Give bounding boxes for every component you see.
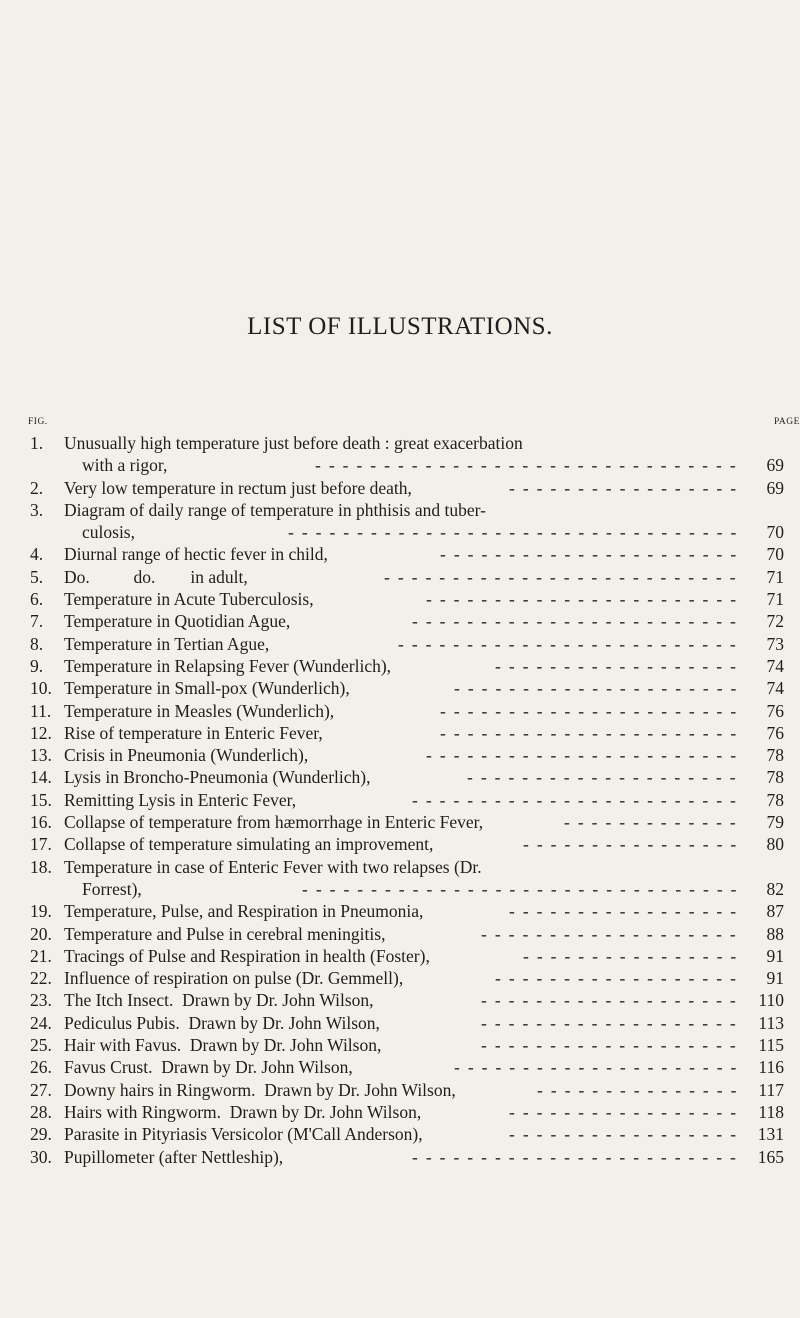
list-item-line	[0, 766, 800, 788]
dot-leader: ------------------	[495, 968, 744, 989]
figure-caption: with a rigor,	[82, 455, 168, 476]
dot-leader: -------------------	[481, 1035, 744, 1056]
figure-number: 24.	[30, 1012, 52, 1033]
figure-number: 26.	[30, 1057, 52, 1078]
figure-caption: Temperature, Pulse, and Respiration in Pneumonia,	[64, 901, 424, 922]
figure-caption: Temperature in Measles (Wunderlich),	[64, 700, 335, 721]
list-item-line	[0, 833, 800, 855]
figure-caption: Lysis in Broncho-Pneumonia (Wunderlich),	[64, 767, 371, 788]
figure-number: 11.	[30, 700, 52, 721]
figure-number: 15.	[30, 789, 52, 810]
figure-caption: Diurnal range of hectic fever in child,	[64, 544, 328, 565]
list-item-line	[0, 454, 800, 476]
figure-caption: Temperature in case of Enteric Fever with two relapses (Dr.	[64, 856, 482, 877]
list-item-line	[0, 1056, 800, 1078]
list-item-line	[0, 477, 800, 499]
figure-caption: Temperature in Relapsing Fever (Wunderlich),	[64, 655, 392, 676]
figure-number: 12.	[30, 722, 52, 743]
figure-number: 7.	[30, 611, 44, 632]
page-column-header: PAGE	[774, 417, 800, 427]
figure-number: 22.	[30, 968, 52, 989]
dot-leader: -------------	[564, 812, 744, 833]
page-number: 73	[766, 633, 784, 654]
figure-number: 27.	[30, 1079, 52, 1100]
list-item-line	[0, 1012, 800, 1034]
figure-number: 5.	[30, 566, 44, 587]
dot-leader: ---------------------------------	[288, 522, 745, 543]
figure-caption: Hairs with Ringworm. Drawn by Dr. John Wilson,	[64, 1101, 422, 1122]
dot-leader: ------------------------	[412, 789, 744, 810]
dot-leader: ---------------	[537, 1079, 745, 1100]
figure-caption: Diagram of daily range of temperature in phthisis and tuber-	[64, 499, 486, 520]
dot-leader: -----------------	[509, 901, 745, 922]
list-item-line	[0, 610, 800, 632]
figure-caption: Forrest),	[82, 878, 142, 899]
dot-leader: --------------------------	[384, 566, 744, 587]
figure-caption: Hair with Favus. Drawn by Dr. John Wilson,	[64, 1035, 382, 1056]
figure-caption: Remitting Lysis in Enteric Fever,	[64, 789, 297, 810]
figure-number: 28.	[30, 1101, 52, 1122]
list-item-line	[0, 989, 800, 1011]
dot-leader: --------------------------------	[302, 878, 745, 899]
page-number: 87	[766, 901, 784, 922]
figure-caption: culosis,	[82, 522, 135, 543]
figure-caption: Very low temperature in rectum just before death,	[64, 477, 412, 498]
figure-number: 8.	[30, 633, 44, 654]
page-number: 82	[766, 878, 784, 899]
list-item-line	[0, 521, 800, 543]
dot-leader: -----------------	[509, 1101, 745, 1122]
page-number: 69	[766, 455, 784, 476]
figure-number: 20.	[30, 923, 52, 944]
figure-number: 10.	[30, 678, 52, 699]
list-item-line	[0, 722, 800, 744]
figure-number: 18.	[30, 856, 52, 877]
figure-number: 2.	[30, 477, 44, 498]
page-number: 131	[757, 1124, 784, 1145]
page-number: 113	[758, 1012, 784, 1033]
fig-column-header: FIG.	[28, 417, 48, 427]
page-number: 118	[758, 1101, 784, 1122]
page-number: 91	[766, 945, 784, 966]
list-item-line	[0, 543, 800, 565]
list-item-line	[0, 566, 800, 588]
page-number: 71	[766, 566, 784, 587]
figure-caption: Temperature in Acute Tuberculosis,	[64, 589, 314, 610]
page-number: 78	[766, 745, 784, 766]
figure-caption: Pupillometer (after Nettleship),	[64, 1146, 284, 1167]
list-item-line	[0, 432, 800, 454]
dot-leader: -------------------	[481, 1012, 744, 1033]
page-number: 80	[766, 834, 784, 855]
page-number: 70	[766, 522, 784, 543]
dot-leader: ---------------------	[454, 678, 745, 699]
list-item-line	[0, 923, 800, 945]
list-item-line	[0, 945, 800, 967]
dot-leader: --------------------	[467, 767, 744, 788]
page-number: 74	[766, 655, 784, 676]
dot-leader: -------------------------------	[315, 455, 744, 476]
page-number: 78	[766, 767, 784, 788]
list-item-line	[0, 856, 800, 878]
page-title: LIST OF ILLUSTRATIONS.	[247, 313, 553, 340]
dot-leader: ----------------------	[440, 700, 745, 721]
figure-number: 29.	[30, 1124, 52, 1145]
figure-number: 23.	[30, 990, 52, 1011]
dot-leader: -----------------------	[426, 745, 745, 766]
illustrations-list	[0, 432, 800, 1168]
dot-leader: -----------------	[509, 477, 745, 498]
figure-caption: Do. do. in adult,	[64, 566, 248, 587]
page-number: 165	[757, 1146, 784, 1167]
figure-number: 1.	[30, 433, 44, 453]
dot-leader: ----------------------	[440, 722, 745, 743]
dot-leader: -------------------------	[398, 633, 744, 654]
page-number: 69	[766, 477, 784, 498]
figure-number: 25.	[30, 1035, 52, 1056]
page-number: 117	[758, 1079, 784, 1100]
list-item-line	[0, 677, 800, 699]
page-number: 79	[766, 812, 784, 833]
list-item-line	[0, 1123, 800, 1145]
dot-leader: -----------------------	[426, 589, 745, 610]
dot-leader: -------------------	[481, 923, 744, 944]
page-number: 76	[766, 722, 784, 743]
dot-leader: ------------------	[495, 655, 744, 676]
figure-caption: Collapse of temperature from hæmorrhage in Enteric Fever,	[64, 812, 484, 833]
dot-leader: ----------------	[523, 945, 745, 966]
list-item-line	[0, 900, 800, 922]
figure-number: 4.	[30, 544, 44, 565]
dot-leader: ----------------------	[440, 544, 745, 565]
list-item-line	[0, 789, 800, 811]
list-item-line	[0, 633, 800, 655]
dot-leader: ------------------------	[412, 1146, 744, 1167]
dot-leader: -----------------	[509, 1124, 745, 1145]
page-number: 72	[766, 611, 784, 632]
figure-number: 17.	[30, 834, 52, 855]
list-item-line	[0, 967, 800, 989]
list-item-line	[0, 1101, 800, 1123]
figure-number: 21.	[30, 945, 52, 966]
figure-caption: Favus Crust. Drawn by Dr. John Wilson,	[64, 1057, 353, 1078]
page-number: 74	[766, 678, 784, 699]
figure-caption: Pediculus Pubis. Drawn by Dr. John Wilson,	[64, 1012, 380, 1033]
figure-number: 19.	[30, 901, 52, 922]
page-number: 71	[766, 589, 784, 610]
list-item-line	[0, 744, 800, 766]
dot-leader: ----------------	[523, 834, 745, 855]
figure-number: 30.	[30, 1146, 52, 1167]
figure-number: 3.	[30, 499, 44, 520]
page-number: 76	[766, 700, 784, 721]
dot-leader: ---------------------	[454, 1057, 745, 1078]
list-item-line	[0, 700, 800, 722]
page-number: 115	[758, 1035, 784, 1056]
figure-caption: Temperature and Pulse in cerebral meningitis,	[64, 923, 386, 944]
page-number: 88	[766, 923, 784, 944]
list-item-line	[0, 1034, 800, 1056]
figure-caption: Parasite in Pityriasis Versicolor (M'Call Anderson),	[64, 1124, 423, 1145]
page-number: 70	[766, 544, 784, 565]
page-number: 116	[758, 1057, 784, 1078]
figure-caption: Temperature in Tertian Ague,	[64, 633, 270, 654]
list-item-line	[0, 1146, 800, 1168]
dot-leader: ------------------------	[412, 611, 744, 632]
figure-caption: The Itch Insect. Drawn by Dr. John Wilson,	[64, 990, 374, 1011]
figure-caption: Crisis in Pneumonia (Wunderlich),	[64, 745, 309, 766]
list-item-line	[0, 878, 800, 900]
list-item-line	[0, 499, 800, 521]
list-item-line	[0, 588, 800, 610]
figure-caption: Influence of respiration on pulse (Dr. Gemmell),	[64, 968, 404, 989]
figure-caption: Temperature in Small-pox (Wunderlich),	[64, 678, 350, 699]
figure-caption: Tracings of Pulse and Respiration in health (Foster),	[64, 945, 430, 966]
figure-caption: Unusually high temperature just before death : great exacerbation	[64, 433, 523, 453]
list-item-line	[0, 655, 800, 677]
figure-number: 6.	[30, 589, 44, 610]
page-number: 110	[758, 990, 784, 1011]
page-number: 78	[766, 789, 784, 810]
figure-caption: Downy hairs in Ringworm. Drawn by Dr. John Wilson,	[64, 1079, 456, 1100]
page-number: 91	[766, 968, 784, 989]
figure-number: 14.	[30, 767, 52, 788]
figure-number: 13.	[30, 745, 52, 766]
list-item-line	[0, 1079, 800, 1101]
dot-leader: -------------------	[481, 990, 744, 1011]
figure-caption: Collapse of temperature simulating an improvement,	[64, 834, 434, 855]
figure-caption: Temperature in Quotidian Ague,	[64, 611, 291, 632]
figure-number: 9.	[30, 655, 44, 676]
list-item-line	[0, 811, 800, 833]
figure-number: 16.	[30, 812, 52, 833]
figure-caption: Rise of temperature in Enteric Fever,	[64, 722, 323, 743]
